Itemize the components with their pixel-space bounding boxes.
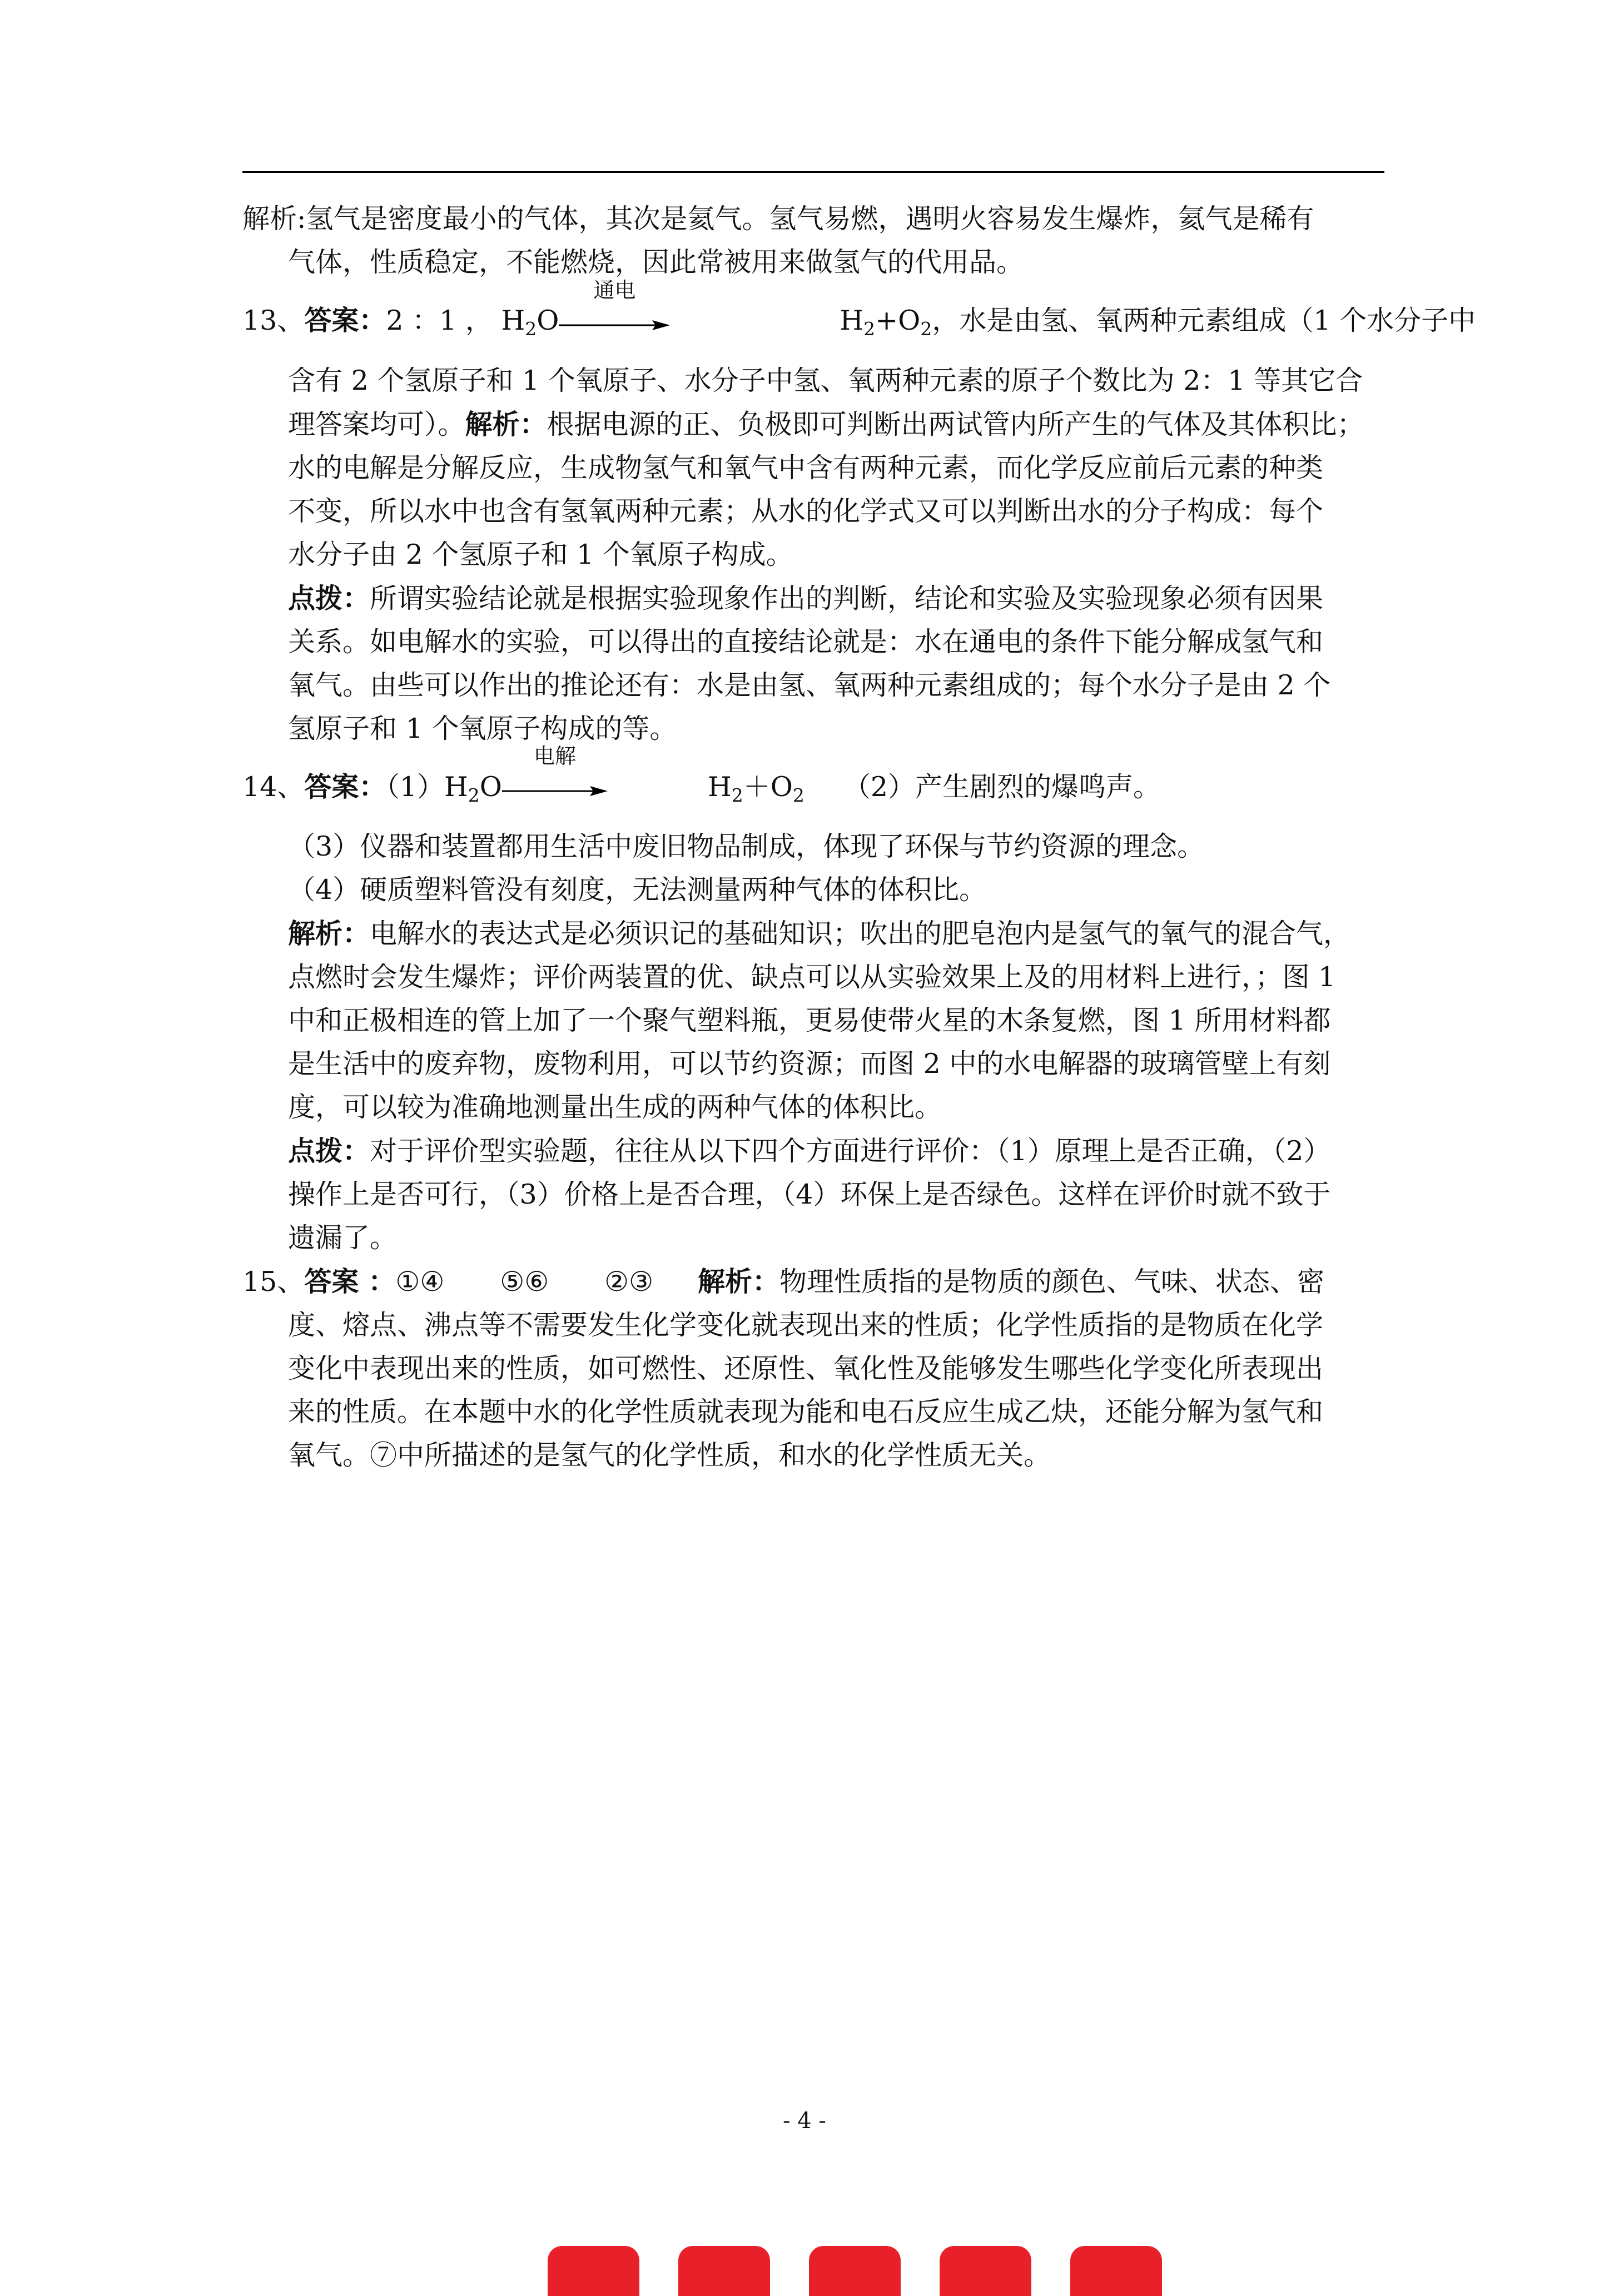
text-line: 氧气。⑦中所描述的是氢气的化学性质，和水的化学性质无关。 bbox=[288, 1439, 1051, 1471]
reaction-condition: 通电 bbox=[593, 277, 636, 302]
answer-13 bbox=[242, 277, 1476, 751]
text-line: 度、熔点、沸点等不需要发生化学变化就表现出来的性质；化学性质指的是物质在化学 bbox=[288, 1309, 1324, 1341]
text-line: 来的性质。在本题中水的化学性质就表现为能和电石反应生成乙炔，还能分解为氢气和 bbox=[288, 1396, 1324, 1428]
banner-glyph bbox=[940, 2246, 1031, 2296]
reaction-arrow bbox=[559, 277, 670, 345]
text-line: 含有 2 个氢原子和 1 个氧原子、水分子中氢、氧两种元素的原子个数比为 2：1 等其它合 bbox=[288, 364, 1363, 396]
banner-glyph bbox=[548, 2246, 639, 2296]
text-line: 水的电解是分解反应，生成物氢气和氧气中含有两种元素，而化学反应前后元素的种类 bbox=[288, 451, 1324, 484]
text-line: 15、答案 ：①④ ⑤⑥ ②③ 解析：物理性质指的是物质的颜色、气味、状态、密 bbox=[242, 1265, 1325, 1298]
footer-banner bbox=[548, 2246, 1162, 2296]
analysis-label: 解析： bbox=[288, 917, 370, 950]
text-line: 点拨：对于评价型实验题，往往从以下四个方面进行评价：（1）原理上是否正确，（2） bbox=[288, 1135, 1331, 1167]
page-number: - 4 - bbox=[783, 2108, 826, 2134]
answer-15 bbox=[242, 1260, 1396, 1477]
text-line: 度，可以较为准确地测量出生成的两种气体的体积比。 bbox=[288, 1091, 942, 1123]
text-line: 水分子由 2 个氢原子和 1 个氧原子构成。 bbox=[288, 538, 793, 570]
text-line: 解析:氢气是密度最小的气体，其次是氦气。氢气易燃，遇明火容易发生爆炸，氦气是稀有 bbox=[242, 203, 1314, 235]
document-body bbox=[242, 197, 1476, 1477]
answer-label: 答案： bbox=[304, 770, 386, 803]
banner-glyph bbox=[678, 2246, 770, 2296]
text-line: 理答案均可）。解析：根据电源的正、负极即可判断出两试管内所产生的气体及其体积比； bbox=[288, 407, 1364, 440]
text-line: 点拨：所谓实验结论就是根据实验现象作出的判断，结论和实验及实验现象必须有因果 bbox=[288, 582, 1324, 614]
arrow-icon bbox=[502, 784, 608, 798]
tip-label: 点拨： bbox=[288, 1135, 370, 1167]
text-line: 操作上是否可行，（3）价格上是否合理，（4）环保上是否绿色。这样在评价时就不致于 bbox=[288, 1179, 1331, 1210]
answer-14 bbox=[242, 744, 1396, 1260]
text-line: 点燃时会发生爆炸；评价两装置的优、缺点可以从实验效果上及的用材料上进行，；图 1 bbox=[288, 961, 1336, 993]
text-line: 气体，性质稳定，不能燃烧，因此常被用来做氢气的代用品。 bbox=[288, 246, 1024, 278]
answer-label: 答案 ： bbox=[304, 1265, 396, 1298]
text-line: 氧气。由些可以作出的推论还有：水是由氢、氧两种元素组成的；每个水分子是由 2 个 bbox=[288, 669, 1331, 701]
question-number: 15、 bbox=[242, 1266, 305, 1298]
arrow-icon bbox=[559, 319, 670, 332]
text-line: （4）硬质塑料管没有刻度，无法测量两种气体的体积比。 bbox=[288, 874, 987, 906]
equation-line: 13、答案：2 ：1 ， $H_2O$ 通电 $H_2+O_2$，水是由氢、氧两种元素组成（1 个水分子中 bbox=[242, 299, 1396, 345]
text-line: 不变，所以水中也含有氢氧两种元素；从水的化学式又可以判断出水的分子构成：每个 bbox=[288, 495, 1324, 527]
text-line: 变化中表现出来的性质，如可燃性、还原性、氧化性及能够发生哪些化学变化所表现出 bbox=[288, 1353, 1324, 1384]
text-line: 解析：电解水的表达式是必须识记的基础知识；吹出的肥皂泡内是氢气的氧气的混合气， bbox=[288, 917, 1351, 950]
text-line: 中和正极相连的管上加了一个聚气塑料瓶，更易使带火星的木条复燃，图 1 所用材料都 bbox=[288, 1005, 1331, 1036]
analysis-label: 解析： bbox=[465, 407, 547, 440]
intro-paragraph bbox=[242, 197, 1396, 284]
tip-label: 点拨： bbox=[288, 582, 370, 614]
question-number: 14、 bbox=[242, 771, 305, 803]
banner-glyph bbox=[1070, 2246, 1162, 2296]
answer-label: 答案： bbox=[304, 304, 386, 336]
header-rule bbox=[242, 171, 1384, 173]
analysis-label: 解析： bbox=[698, 1265, 780, 1298]
reaction-arrow bbox=[502, 744, 608, 811]
intro-label: 解析: bbox=[242, 203, 306, 235]
text-line: （3）仪器和装置都用生活中废旧物品制成，体现了环保与节约资源的理念。 bbox=[288, 831, 1205, 862]
question-number: 13、 bbox=[242, 305, 305, 336]
text-line: 遗漏了。 bbox=[288, 1222, 398, 1254]
equation-line: 14、答案：$(1)H_2O$ 电解 $H_2+O_2$ （2）产生剧烈的爆鸣声。 bbox=[242, 765, 1396, 811]
text-line: 关系。如电解水的实验，可以得出的直接结论就是：水在通电的条件下能分解成氢气和 bbox=[288, 625, 1324, 658]
text-line: 氢原子和 1 个氧原子构成的等。 bbox=[288, 712, 677, 744]
text-line: 是生活中的废弃物，废物利用，可以节约资源；而图 2 中的水电解器的玻璃管壁上有刻 bbox=[288, 1048, 1331, 1080]
reaction-condition: 电解 bbox=[533, 744, 576, 768]
banner-glyph bbox=[809, 2246, 901, 2296]
